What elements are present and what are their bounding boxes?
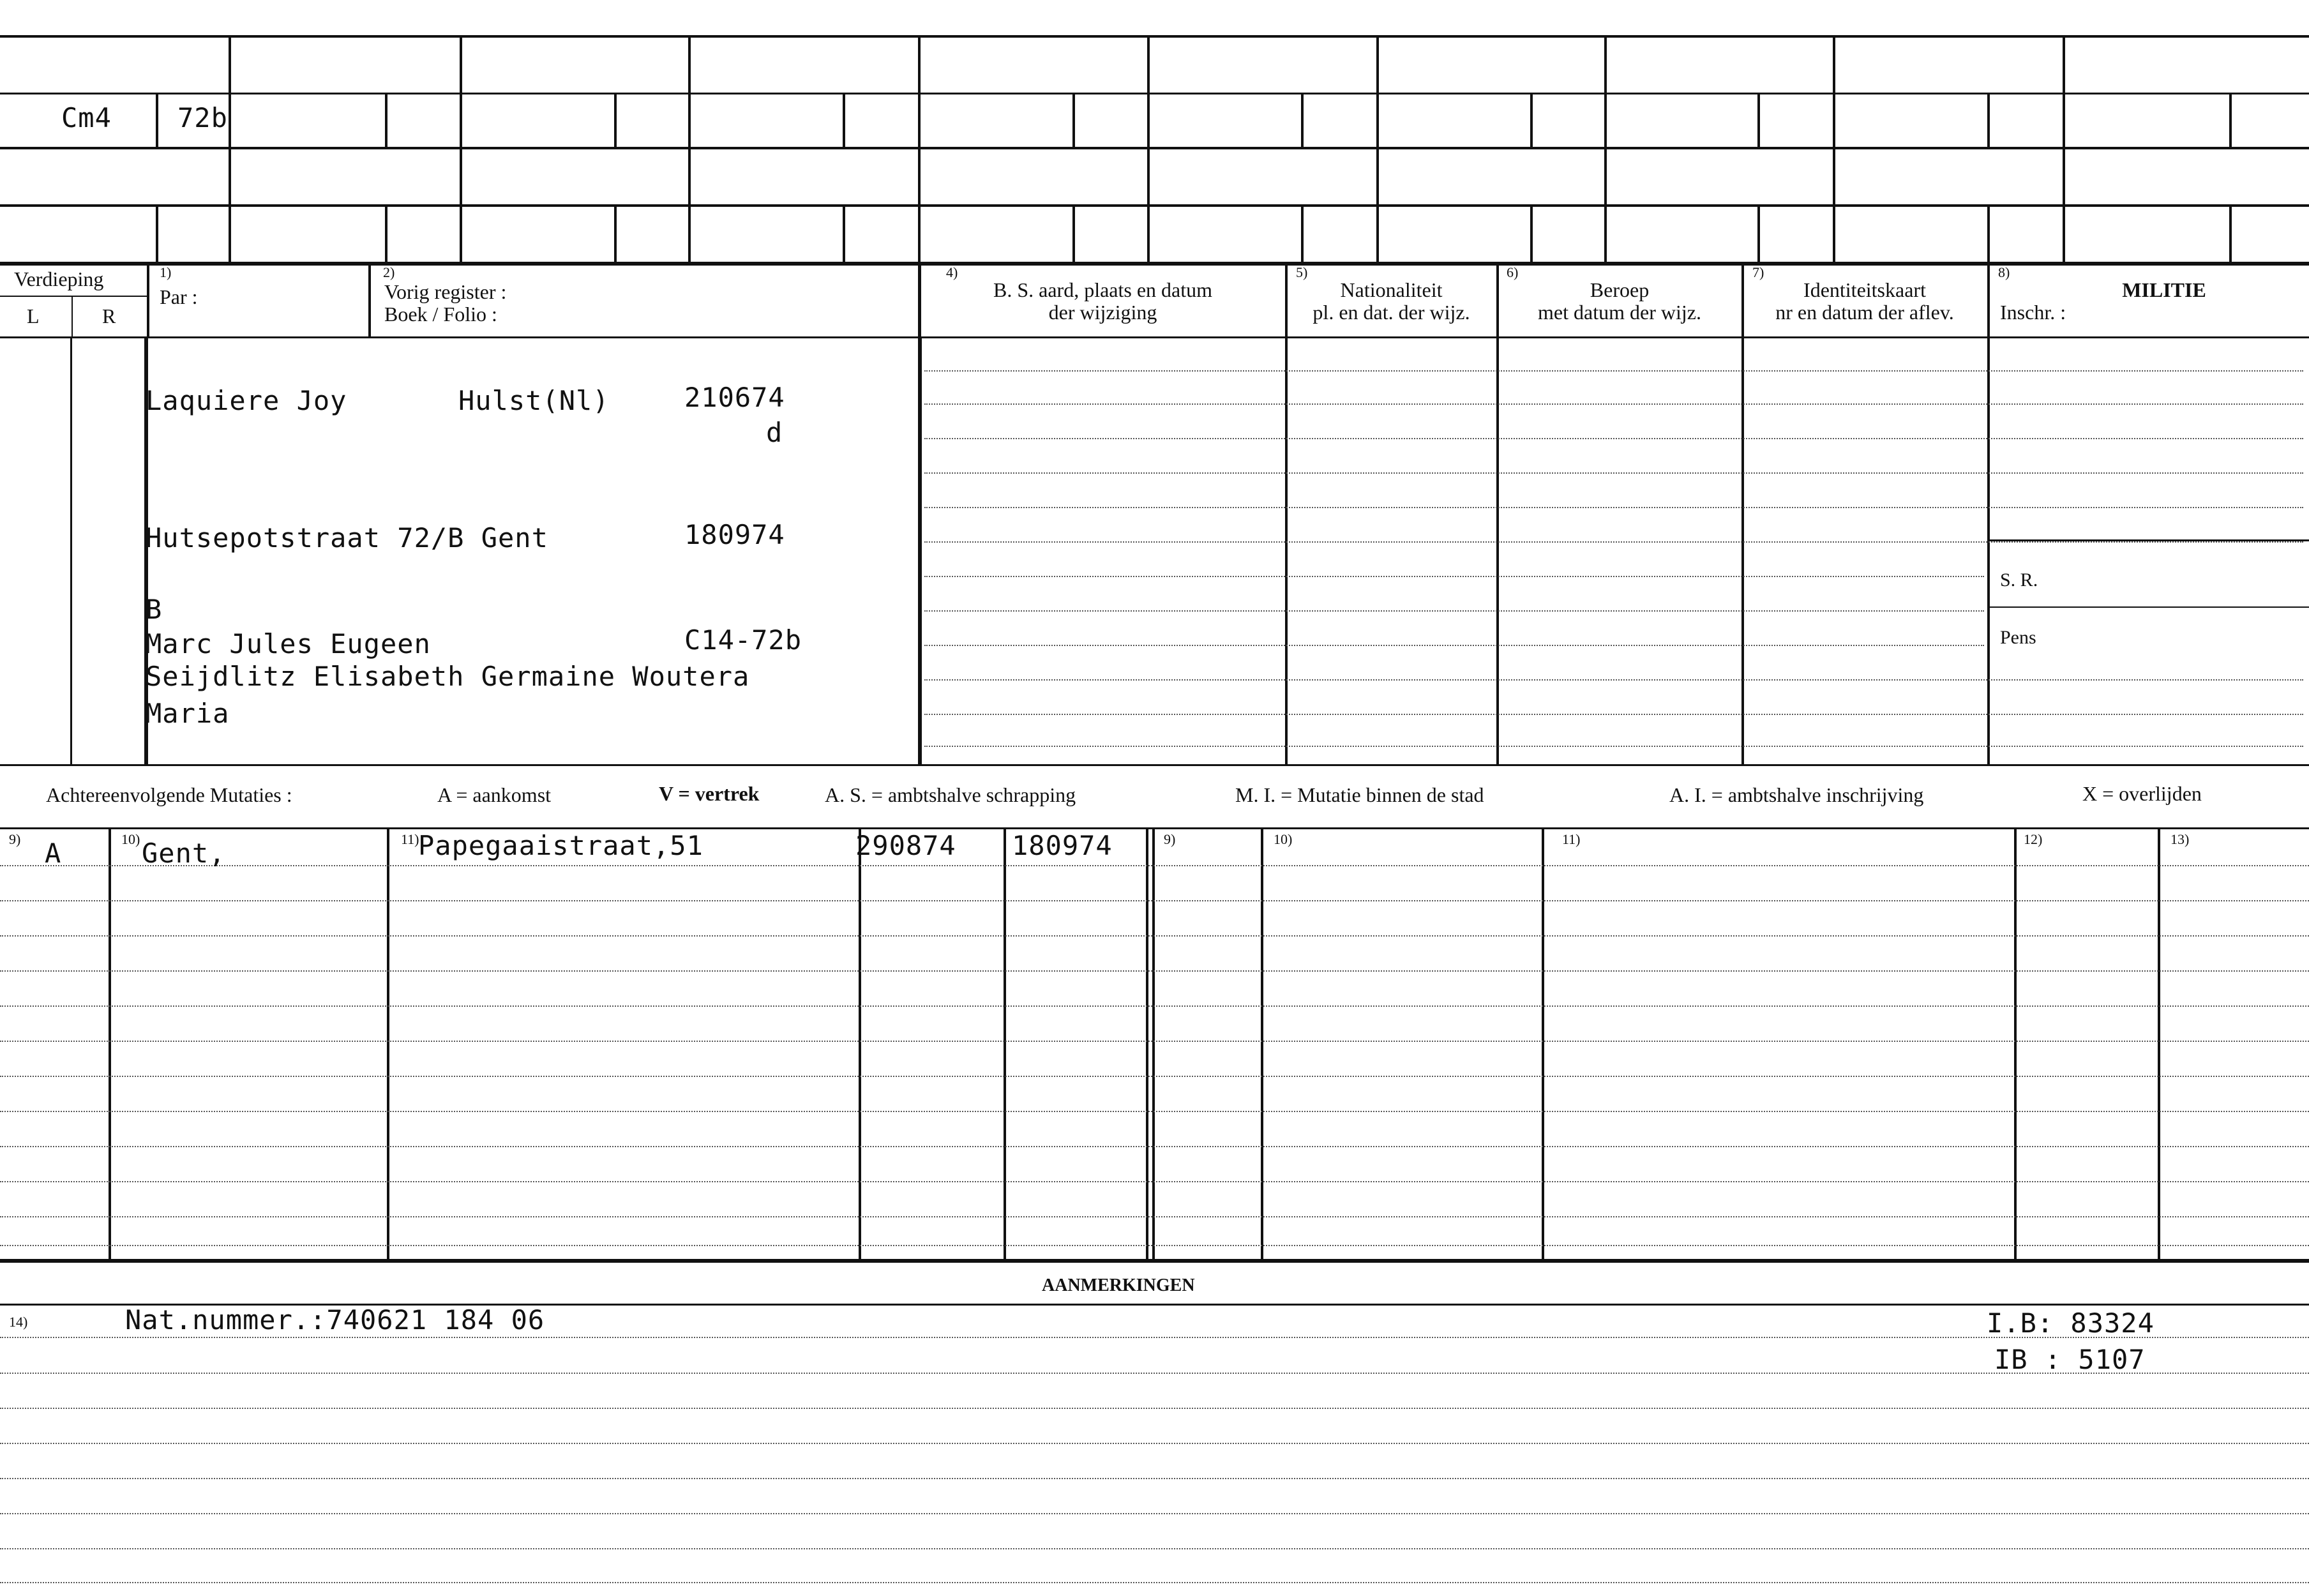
mother-name-line1: Seijdlitz Elisabeth Germaine Woutera	[146, 661, 750, 692]
pens-label: Pens	[2000, 627, 2036, 648]
left-label: L	[27, 305, 40, 327]
field-number-1: 1)	[160, 264, 172, 280]
sex-marker: d	[766, 417, 783, 448]
par-label: Par :	[160, 285, 198, 308]
remarks-title: AANMERKINGEN	[1042, 1276, 1195, 1295]
legend-ai: A. I. = ambtshalve inschrijving	[1669, 783, 1924, 806]
boek-folio-label: Boek / Folio :	[384, 303, 497, 326]
ib-number-2: IB : 5107	[1994, 1344, 2146, 1375]
field-number-4: 4)	[946, 264, 958, 280]
mutation-date-2: 180974	[1012, 830, 1113, 861]
field-number-14: 14)	[9, 1314, 28, 1330]
ib-number-1: I.B: 83324	[1987, 1307, 2155, 1339]
father-name: Marc Jules Eugeen	[146, 628, 431, 659]
col-number-11b: 11)	[1562, 831, 1581, 847]
bs-header-line1: B. S. aard, plaats en datum	[993, 278, 1213, 301]
legend-as: A. S. = ambtshalve schrapping	[825, 783, 1076, 806]
legend-title: Achtereenvolgende Mutaties :	[46, 783, 292, 806]
reference-code: C14-72b	[684, 624, 802, 656]
col-number-9: 9)	[9, 831, 21, 847]
beroep-header-line2: met datum der wijz.	[1538, 301, 1701, 324]
mutation-type: A	[45, 838, 62, 869]
col-number-10: 10)	[121, 831, 140, 847]
mother-name-line2: Maria	[146, 698, 230, 729]
national-number: Nat.nummer.:740621 184 06	[125, 1304, 545, 1336]
legend-a: A = aankomst	[437, 783, 552, 806]
mutation-place: Gent,	[142, 838, 226, 869]
col-number-10b: 10)	[1274, 831, 1293, 847]
marker-b: B	[146, 594, 163, 625]
sr-label: S. R.	[2000, 569, 2038, 591]
vorig-register-label: Vorig register :	[384, 280, 507, 303]
field-number-6: 6)	[1507, 264, 1519, 280]
field-number-8: 8)	[1998, 264, 2010, 280]
legend-mi: M. I. = Mutatie binnen de stad	[1235, 783, 1484, 806]
id-header-line2: nr en datum der aflev.	[1775, 301, 1954, 324]
mutation-street: Papegaaistraat,51	[418, 830, 703, 861]
inschr-label: Inschr. :	[2000, 301, 2066, 324]
birth-place: Hulst(Nl)	[458, 385, 610, 416]
field-number-5: 5)	[1296, 264, 1308, 280]
birth-date: 210674	[684, 382, 785, 413]
legend-v: V = vertrek	[659, 782, 760, 805]
col-number-12: 12)	[2024, 831, 2043, 847]
archive-code: Cm4	[61, 102, 112, 133]
right-label: R	[102, 305, 116, 327]
verdieping-label: Verdieping	[14, 267, 104, 290]
col-number-11: 11)	[401, 831, 419, 847]
id-header-line1: Identiteitskaart	[1803, 278, 1926, 301]
field-number-2: 2)	[383, 264, 395, 280]
beroep-header-line1: Beroep	[1590, 278, 1650, 301]
address-date: 180974	[684, 519, 785, 550]
nat-header-line1: Nationaliteit	[1340, 278, 1443, 301]
col-number-13: 13)	[2170, 831, 2190, 847]
mutation-date-1: 290874	[855, 830, 956, 861]
archive-number: 72b	[177, 102, 228, 133]
militie-header: MILITIE	[2122, 278, 2206, 301]
legend-x: X = overlijden	[2082, 782, 2202, 805]
person-name: Laquiere Joy	[146, 385, 347, 416]
field-number-7: 7)	[1752, 264, 1764, 280]
address: Hutsepotstraat 72/B Gent	[146, 522, 548, 553]
col-number-9b: 9)	[1164, 831, 1176, 847]
bs-header-line2: der wijziging	[1048, 301, 1157, 324]
nat-header-line2: pl. en dat. der wijz.	[1312, 301, 1470, 324]
